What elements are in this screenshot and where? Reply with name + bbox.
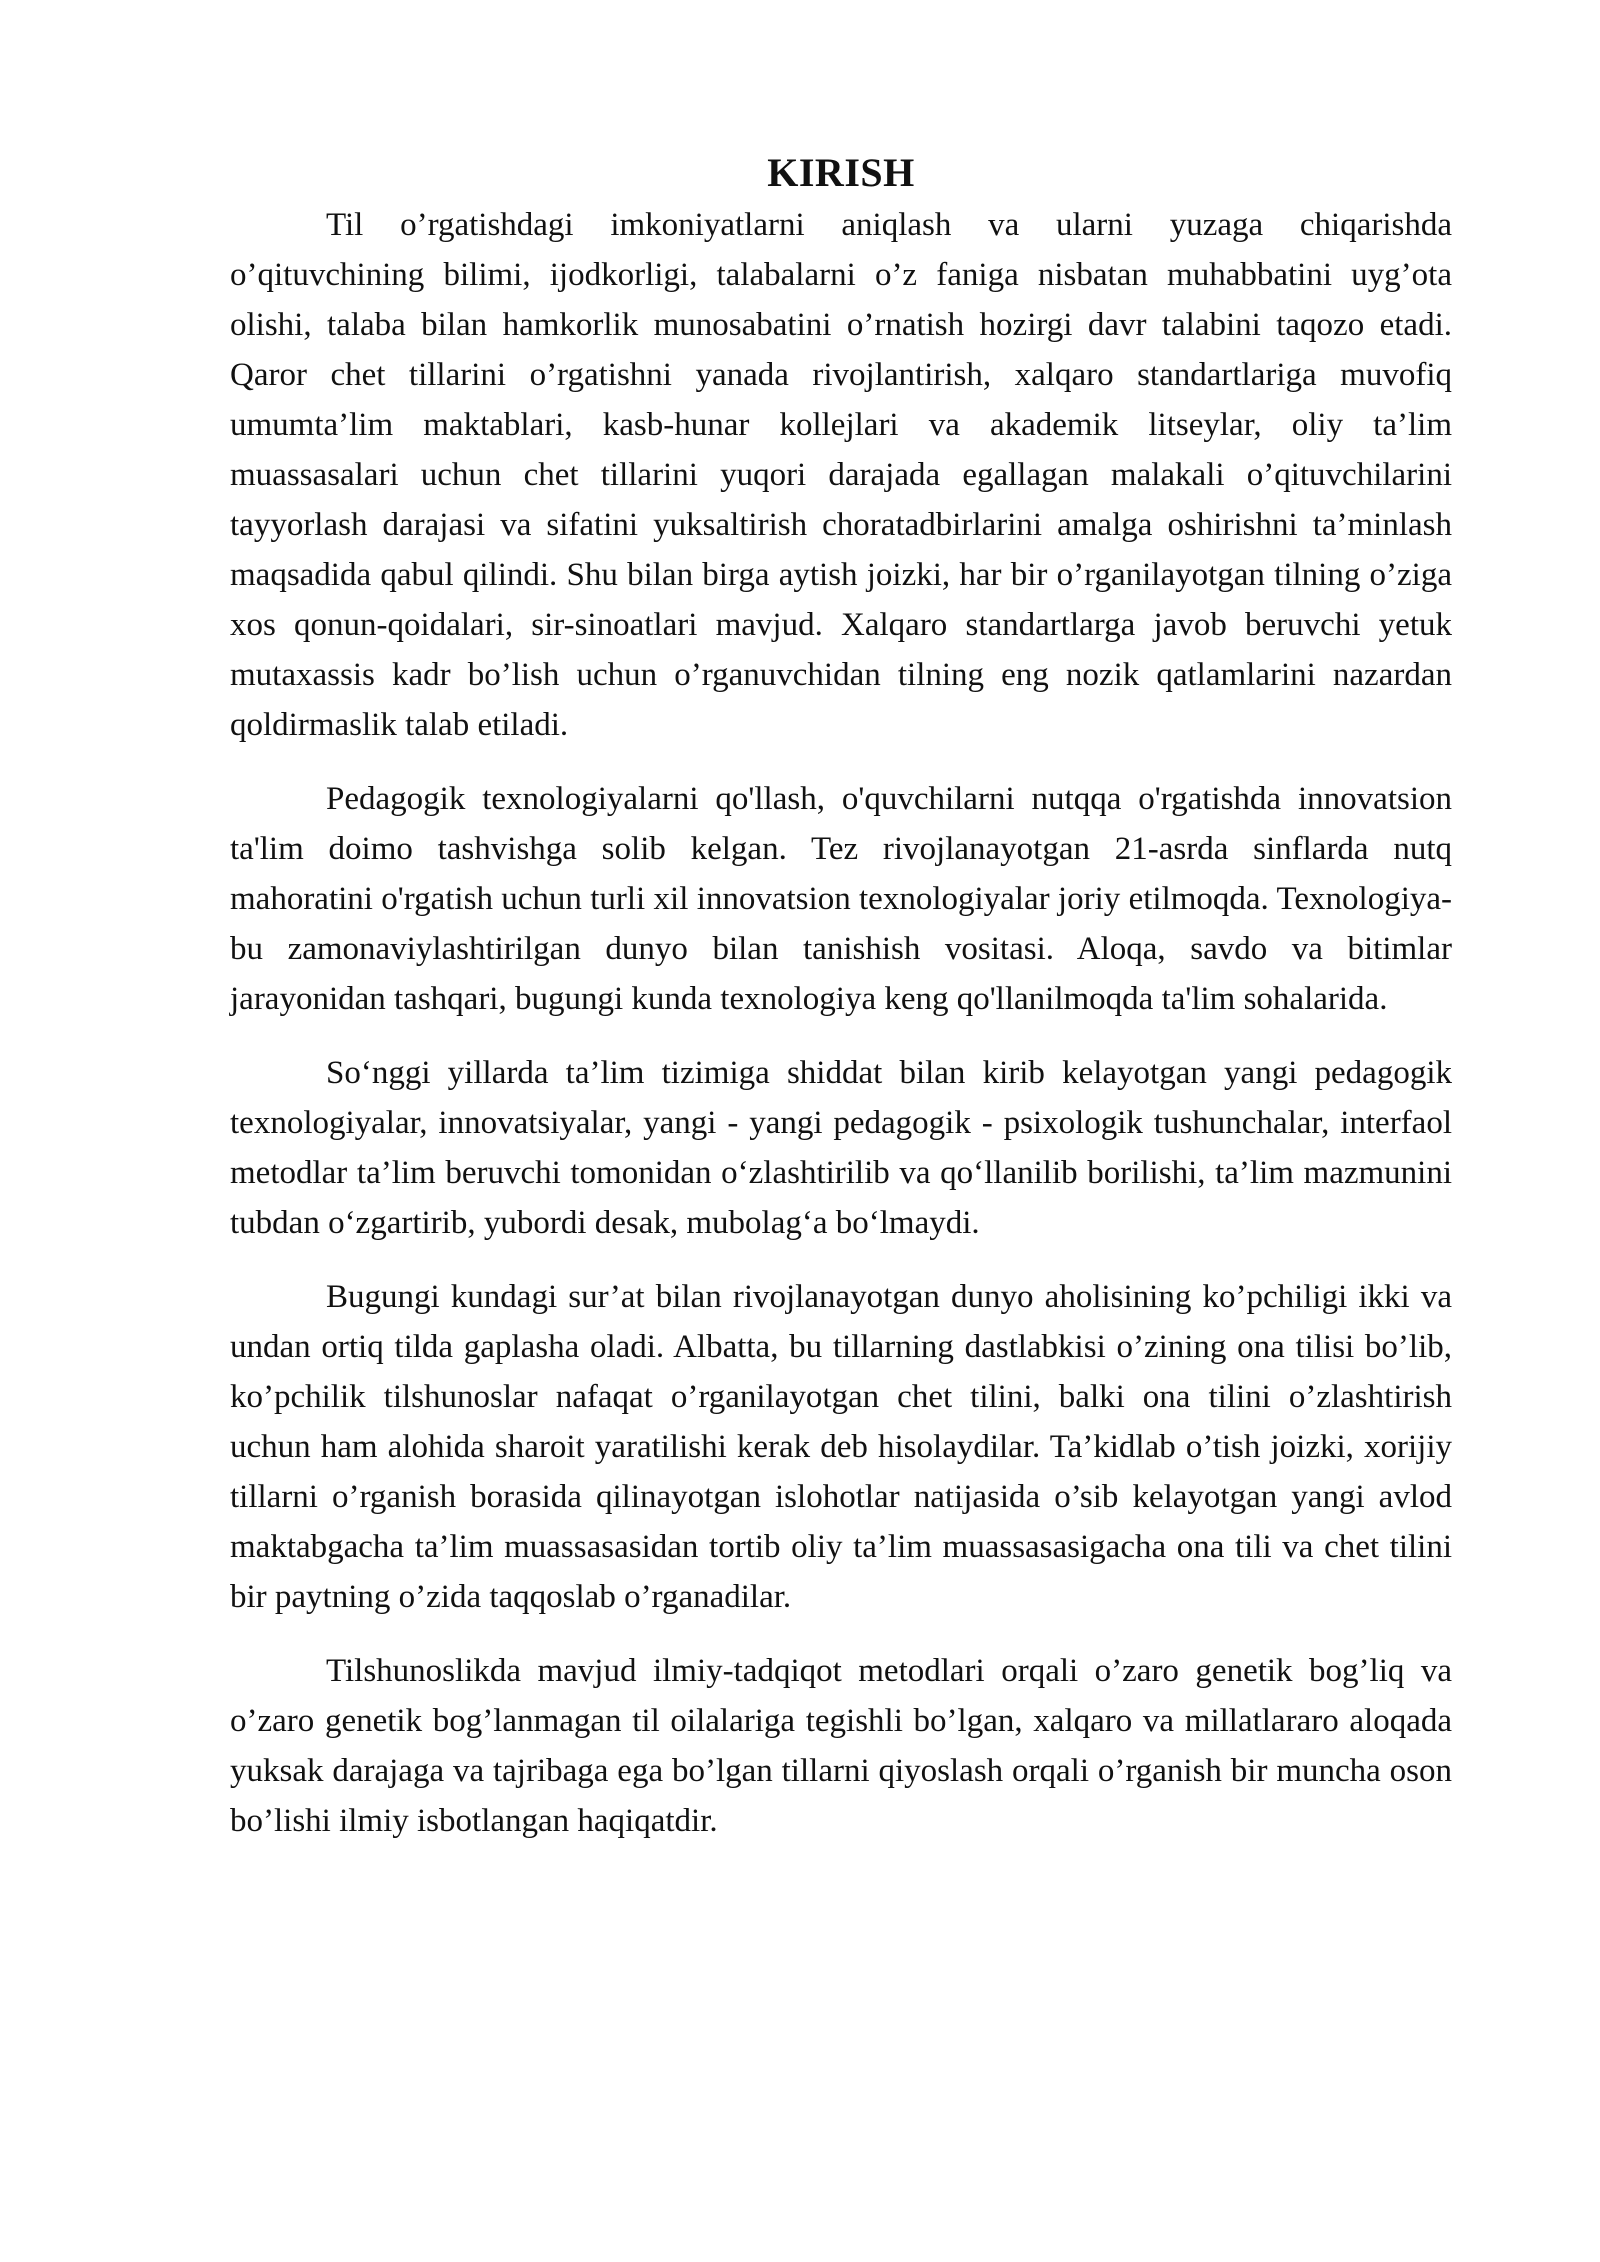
paragraph-2: Pedagogik texnologiyalarni qo'llash, o'quvchilarni nutqqa o'rgatishda innovatsion ta'lim doimo tashvishga solib kelgan. Tez rivojlanayotgan 21-asrda sinflarda nutq mahoratini o'rgatish uchun turli xil innovatsion texnologiyalar joriy etilmoqda. Texnologiya-bu zamonaviylashtirilgan dunyo bilan tanishish vositasi. Aloqa, savdo va bitimlar jarayonidan tashqari, bugungi kunda texnologiya keng qo'llanilmoqda ta'lim sohalarida. [230,781,1452,1017]
document-body [230,150,1452,1870]
paragraph-5: Tilshunoslikda mavjud ilmiy-tadqiqot metodlari orqali o’zaro genetik bog’liq va o’zaro genetik bog’lanmagan til oilalariga tegishli bo’lgan, xalqaro va millatlararo aloqada yuksak darajaga va tajribaga ega bo’lgan tillarni qiyoslash orqali o’rganish bir muncha oson bo’lishi ilmiy isbotlangan haqiqatdir. [230,1653,1452,1839]
paragraph-4: Bugungi kundagi sur’at bilan rivojlanayotgan dunyo aholisining ko’pchiligi ikki va undan ortiq tilda gaplasha oladi. Albatta, bu tillarning dastlabkisi o’zining ona tilisi bo’lib, ko’pchilik tilshunoslar nafaqat o’rganilayotgan chet tilini, balki ona tilini o’zlashtirish uchun ham alohida sharoit yaratilishi kerak deb hisolaydilar. Ta’kidlab o’tish joizki, xorijiy tillarni o’rganish borasida qilinayotgan islohotlar natijasida o’sib kelayotgan yangi avlod maktabgacha ta’lim muassasasidan tortib oliy ta’lim muassasasigacha ona tili va chet tilini bir paytning o’zida taqqoslab o’rganadilar. [230,1279,1452,1615]
page-title: KIRISH [767,150,915,195]
paragraph-1: Til o’rgatishdagi imkoniyatlarni aniqlash va ularni yuzaga chiqarishda o’qituvchining bilimi, ijodkorligi, talabalarni o’z faniga nisbatan muhabbatini uyg’ota olishi, talaba bilan hamkorlik munosabatini o’rnatish hozirgi davr talabini taqozo etadi. Qaror chet tillarini o’rgatishni yanada rivojlantirish, xalqaro standartlariga muvofiq umumta’lim maktablari, kasb-hunar kollejlari va akademik litseylar, oliy ta’lim muassasalari uchun chet tillarini yuqori darajada egallagan malakali o’qituvchilarini tayyorlash darajasi va sifatini yuksaltirish choratadbirlarini amalga oshirishni ta’minlash maqsadida qabul qilindi. Shu bilan birga aytish joizki, har bir o’rganilayotgan tilning o’ziga xos qonun-qoidalari, sir-sinoatlari mavjud. Xalqaro standartlarga javob beruvchi yetuk mutaxassis kadr bo’lish uchun o’rganuvchidan tilning eng nozik qatlamlarini nazardan qoldirmaslik talab etiladi. [230,207,1452,743]
paragraph-3: So‘nggi yillarda ta’lim tizimiga shiddat bilan kirib kelayotgan yangi pedagogik texnologiyalar, innovatsiyalar, yangi - yangi pedagogik - psixologik tushunchalar, interfaol metodlar ta’lim beruvchi tomonidan o‘zlashtirilib va qo‘llanilib borilishi, ta’lim mazmunini tubdan o‘zgartirib, yubordi desak, mubolag‘a bo‘lmaydi. [230,1055,1452,1241]
